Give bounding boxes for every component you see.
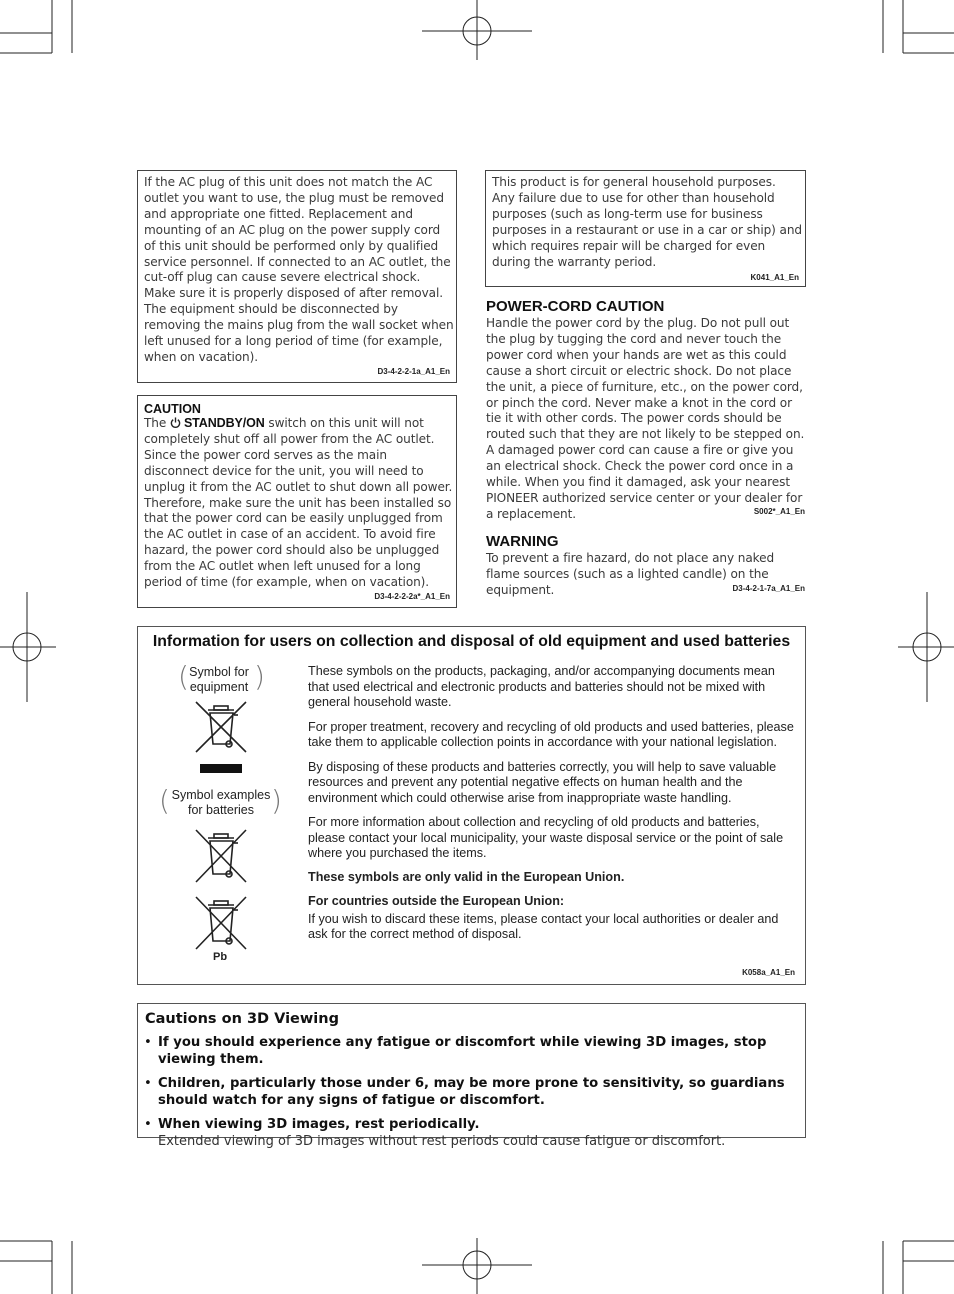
bracket-right: ) xyxy=(254,660,265,693)
disposal-paragraph: For proper treatment, recovery and recycling of old products and used batteries, please take them to applicable collection points in accordance with your national legislation. xyxy=(308,719,794,749)
3d-caution-list xyxy=(138,1034,793,1157)
ac-plug-text: If the AC plug of this unit does not match the AC outlet you want to use, the plug must be removed and appropriate one fitted. Replacement and mounting of an AC plug on the power supply cord of this unit should be performed only by qualified service personnel. If connected to an AC outlet, the cut-off plug can cause severe electrical shock. Make sure it is properly disposed of after removal. xyxy=(144,175,451,301)
bullet: • xyxy=(144,1076,152,1091)
bracket-right: ) xyxy=(271,784,282,817)
pb-label: Pb xyxy=(213,951,228,963)
power-cord-text: Handle the power cord by the plug. Do not pull out the plug by tugging the cord and never touch the power cord when your hands are wet as this could cause a short circuit or electric shock. Do not place the unit, a piece of furniture, etc., on the power cord, or pinch the cord. Never make a knot in the cord or tie it with other cords. The power cords should be routed such that they are not likely to be stepped on. A damaged power cord can cause a fire or give you an electrical shock. Check the power cord once in a while. When you find it damaged, ask your nearest PIONEER authorized service center or your dealer for a replacement. xyxy=(486,316,805,521)
outside-eu-heading: For countries outside the European Union: xyxy=(308,894,565,908)
bracket-left: ( xyxy=(159,784,170,817)
disposal-paragraph: These symbols on the products, packaging, and/or accompanying documents mean that used electrical and electronic products and batteries should not be mixed with general household waste. xyxy=(308,664,775,709)
household-notice xyxy=(485,170,806,287)
solid-bar-mark xyxy=(200,764,242,773)
crossed-out-wheelie-bin-icon xyxy=(194,895,248,951)
caution-text: switch on this unit will not completely shut off all power from the AC outlet. Since the power cord serves as the main disconnect device for the unit, you will need to unplug it from the AC outlet to shut down all power. Therefore, make sure the unit has been installed so that the power cord can be easily unplugged from the AC outlet in case of an accident. To avoid fire hazard, the power cord should also be unplugged from the AC outlet when left unused for a long period of time (for example, when on vacation). xyxy=(144,416,453,590)
symbol-batteries-label: Symbol examples for batteries xyxy=(171,788,271,817)
3d-caution-note: Extended viewing of 3D images without rest periods could cause fatigue or discomfort. xyxy=(158,1134,726,1149)
warning-text: To prevent a fire hazard, do not place any naked flame sources (such as a lighted candle) on the equipment. xyxy=(486,551,775,597)
3d-caution-item: When viewing 3D images, rest periodically. xyxy=(158,1117,480,1132)
standby-switch-name: STANDBY/ON xyxy=(183,416,265,430)
disposal-title: Information for users on collection and disposal of old equipment and used batteries xyxy=(152,633,791,650)
doc-code: D3-4-2-1-7a_A1_En xyxy=(732,584,805,593)
ac-plug-notice xyxy=(137,170,457,383)
3d-caution-item: If you should experience any fatigue or discomfort while viewing 3D images, stop viewing them. xyxy=(158,1035,767,1067)
crossed-out-wheelie-bin-icon xyxy=(194,700,248,754)
ac-plug-text-2: The equipment should be disconnected by removing the mains plug from the wall socket when left unused for a long period of time (for example, when on vacation). xyxy=(144,302,454,364)
bracket-left: ( xyxy=(178,660,189,693)
bullet: • xyxy=(144,1117,152,1132)
3d-heading: Cautions on 3D Viewing xyxy=(145,1011,339,1027)
caution-pre: The xyxy=(144,416,170,430)
warning-heading: WARNING xyxy=(486,533,559,550)
caution-notice xyxy=(137,395,457,608)
3d-caution-item: Children, particularly those under 6, may be more prone to sensitivity, so guardians should watch for any signs of fatigue or discomfort. xyxy=(158,1076,785,1108)
eu-validity-note: These symbols are only valid in the European Union. xyxy=(308,869,625,884)
caution-heading: CAUTION xyxy=(144,402,201,416)
outside-eu-text: If you wish to discard these items, please contact your local authorities or dealer and ask for the correct method of disposal. xyxy=(308,911,779,941)
disposal-paragraph: For more information about collection and recycling of old products and batteries, please contact your local municipality, your waste disposal service or the point of sale where you purchased the items. xyxy=(308,815,784,860)
doc-code: S002*_A1_En xyxy=(753,507,805,516)
bullet: • xyxy=(144,1035,152,1050)
doc-code: K058a_A1_En xyxy=(742,968,795,977)
disposal-paragraph: By disposing of these products and batteries correctly, you will help to save valuable resources and prevent any potential negative effects on human health and the environment which could otherwise arise from inappropriate waste handling. xyxy=(308,759,777,805)
crossed-out-wheelie-bin-icon xyxy=(194,828,248,884)
power-standby-icon xyxy=(170,417,181,428)
power-cord-heading: POWER-CORD CAUTION xyxy=(486,298,665,315)
doc-code: K041_A1_En xyxy=(750,273,799,282)
doc-code: D3-4-2-2-2a*_A1_En xyxy=(374,592,450,601)
list-item xyxy=(138,1116,793,1150)
3d-viewing-cautions xyxy=(137,1003,806,1149)
symbol-equipment-label: Symbol for equipment xyxy=(189,665,249,694)
list-item xyxy=(138,1034,793,1068)
household-text: This product is for general household purposes. Any failure due to use for other than household purposes (such as long-term use for business purposes in a restaurant or use in a car or ship) and which requires repair will be charged for even during the warranty period. xyxy=(492,175,802,269)
disposal-info xyxy=(137,626,806,985)
list-item xyxy=(138,1075,793,1109)
doc-code: D3-4-2-2-1a_A1_En xyxy=(377,367,450,376)
